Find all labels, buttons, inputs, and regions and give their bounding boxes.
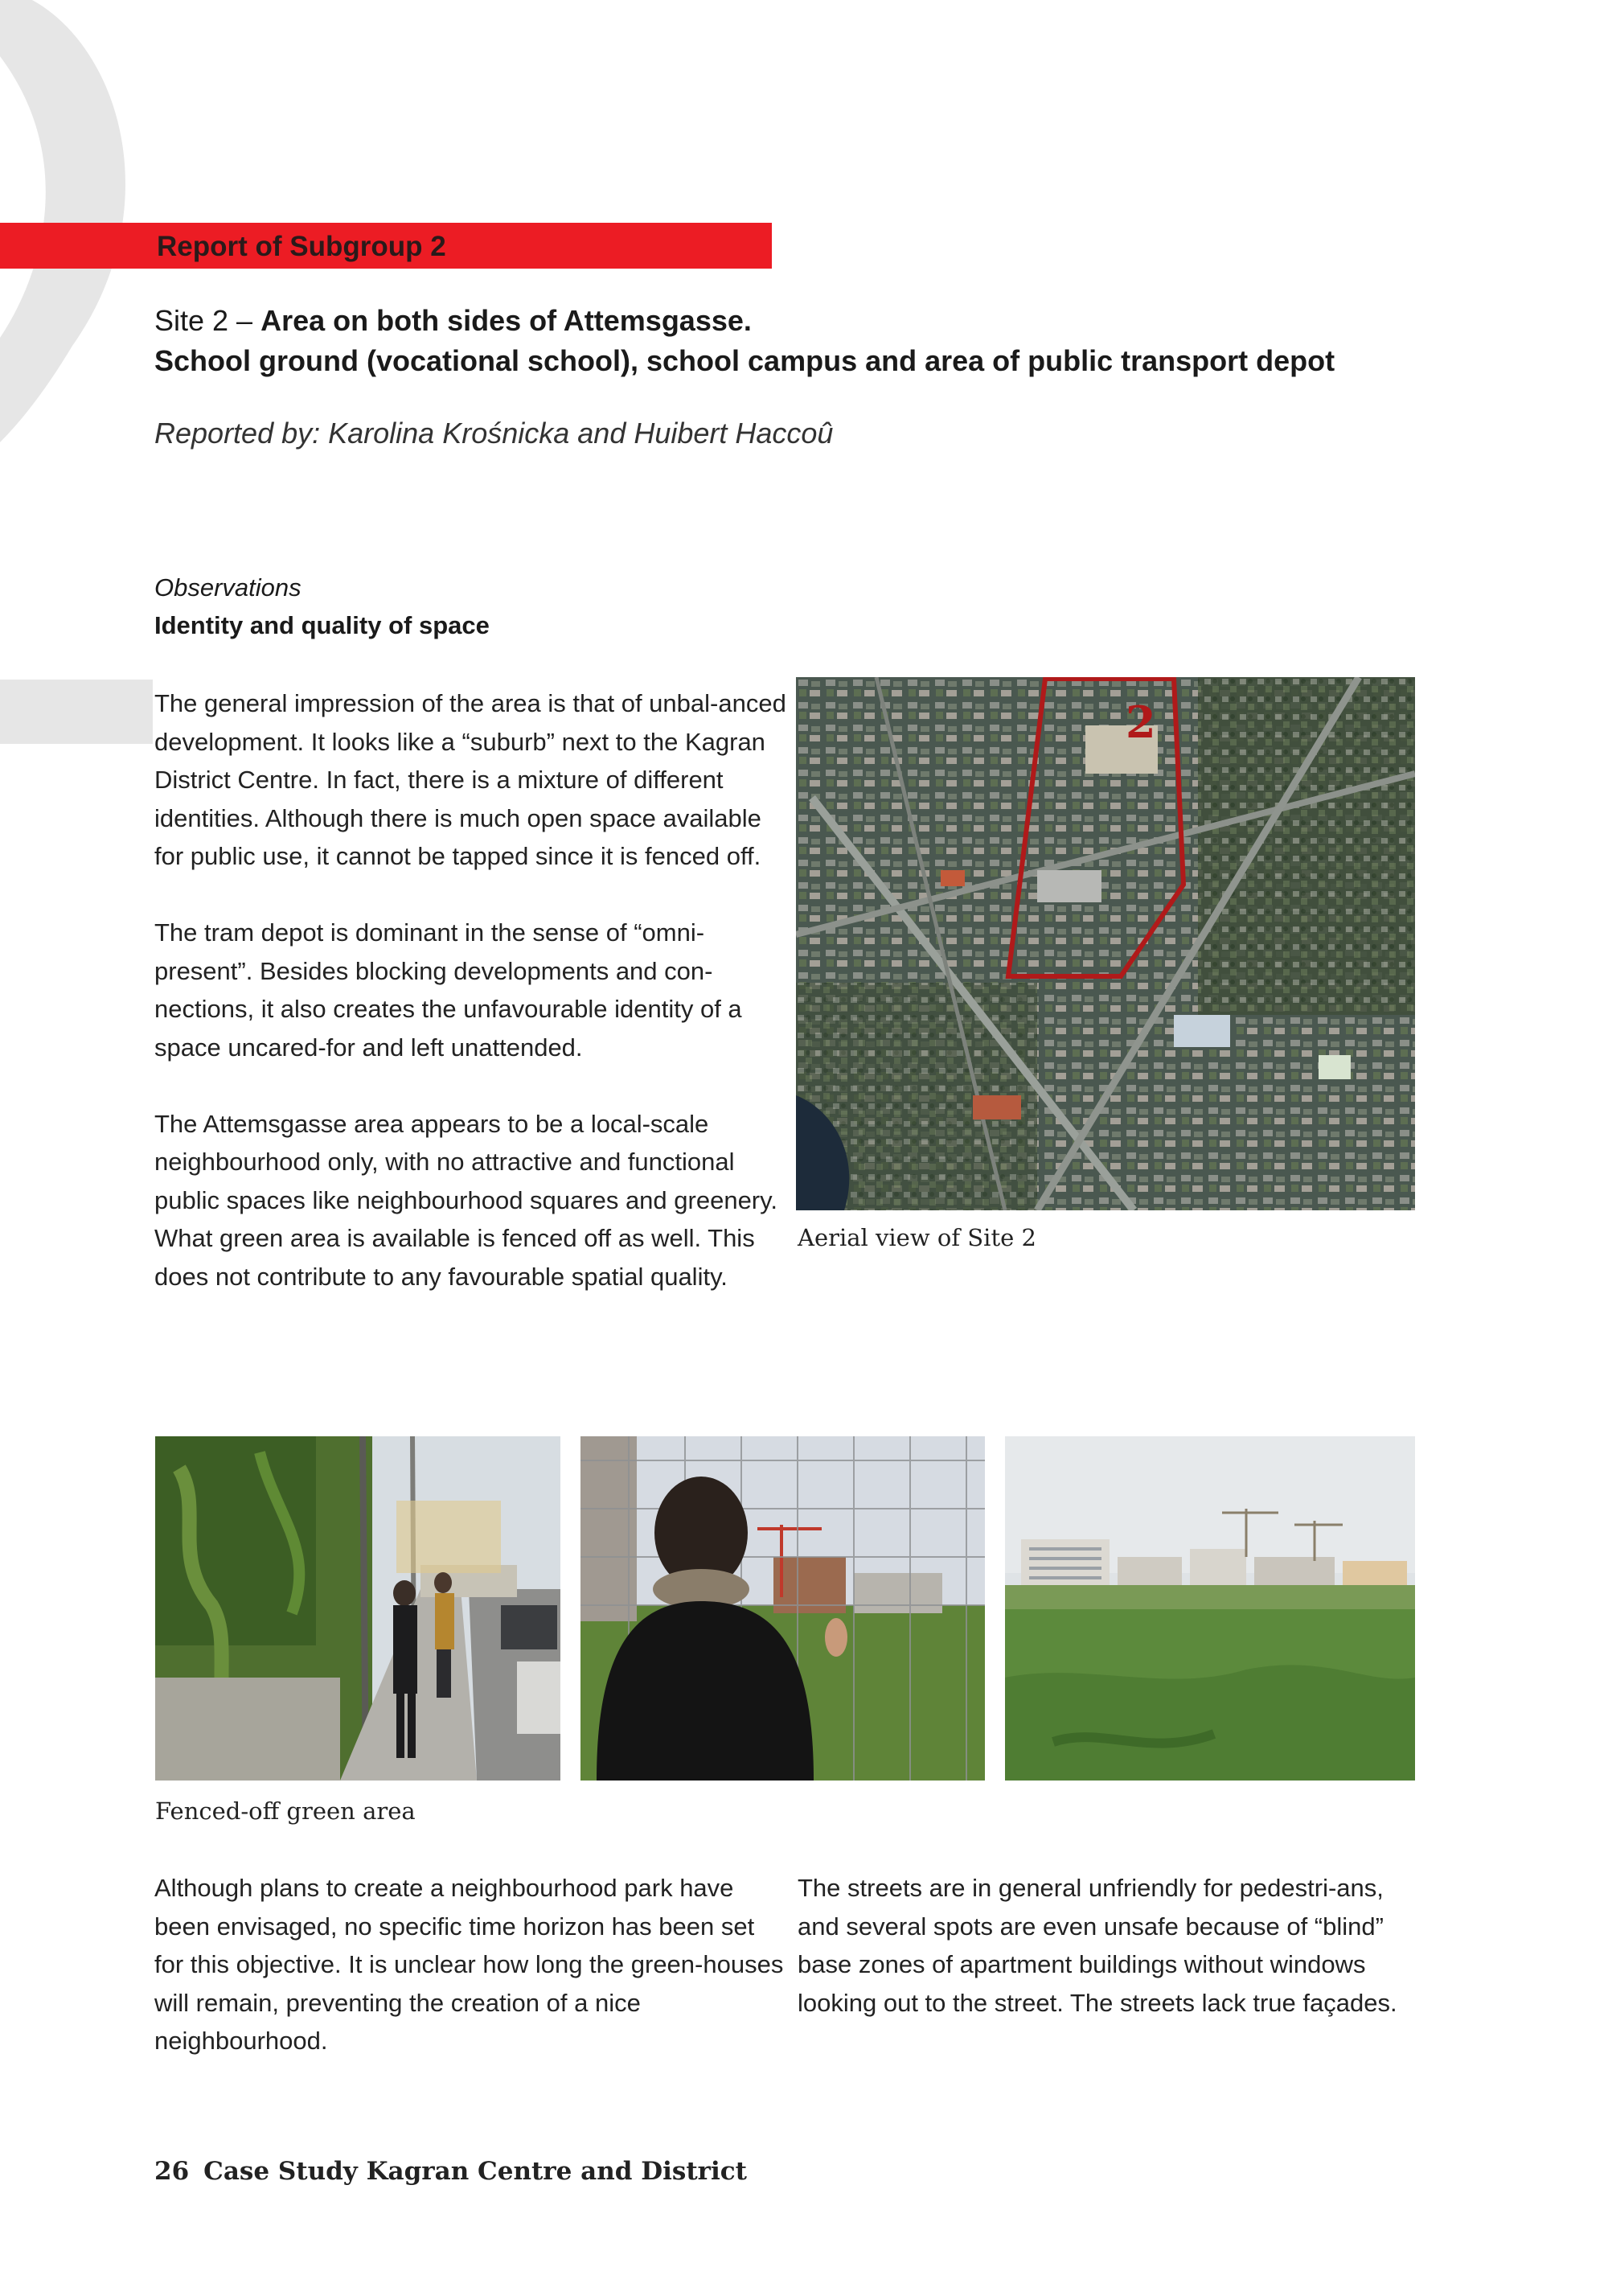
bottom-left-text — [154, 1869, 790, 2060]
observations-label: Observations — [154, 573, 302, 602]
observations-text — [154, 684, 790, 1296]
decorative-grey-block — [0, 680, 153, 744]
site-title — [154, 301, 1569, 381]
site-title-bold: Area on both sides of Attemsgasse. — [260, 304, 752, 337]
photo-fenced-sidewalk — [155, 1436, 560, 1781]
footer-title: Case Study Kagran Centre and District — [203, 2157, 747, 2186]
observation-paragraph: The tram depot is dominant in the sense of “omni-present”. Besides blocking developments and con-nections, it also creates the unfavourable identity of a space uncared-for and left unattended. — [154, 918, 742, 1062]
site-subtitle: School ground (vocational school), school campus and area of public transport depot — [154, 344, 1335, 377]
section-label: Report of Subgroup 2 — [157, 231, 446, 262]
bottom-right-text — [798, 1869, 1415, 2022]
observation-paragraph: The Attemsgasse area appears to be a local-scale neighbourhood only, with no attractive and functional public spaces like neighbourhood squares and greenery. What green area is available is fenced off as well. This does not contribute to any favourable spatial quality. — [154, 1109, 777, 1291]
aerial-caption: Aerial view of Site 2 — [798, 1224, 1036, 1251]
reported-by: Reported by: Karolina Krośnicka and Huibert Haccoû — [154, 417, 834, 450]
page-number: 26 — [154, 2157, 190, 2186]
bottom-right-paragraph: The streets are in general unfriendly for pedestri-ans, and several spots are even unsafe because of “blind” base zones of apartment buildings without windows looking out to the street. The streets lack true façades. — [798, 1874, 1397, 2017]
site-prefix: Site 2 – — [154, 304, 261, 337]
photo-open-field — [1005, 1436, 1415, 1781]
photo-man-at-fence — [580, 1436, 985, 1781]
bottom-left-paragraph: Although plans to create a neighbourhood park have been envisaged, no specific time horizon has been set for this objective. It is unclear how long the green-houses will remain, preventing the creation of a nice neighbourhood. — [154, 1874, 784, 2055]
page-footer — [154, 2157, 747, 2186]
observations-heading: Identity and quality of space — [154, 611, 490, 639]
aerial-site-marker: 2 — [1126, 696, 1156, 748]
photos-caption: Fenced-off green area — [155, 1797, 416, 1825]
section-header-bar — [0, 223, 772, 269]
aerial-view-image — [796, 677, 1415, 1210]
observation-paragraph: The general impression of the area is that of unbal-anced development. It looks like a “suburb” next to the Kagran District Centre. In fact, there is a mixture of different identities. Although there is much open space available for public use, it cannot be tapped since it is fenced off. — [154, 689, 786, 870]
